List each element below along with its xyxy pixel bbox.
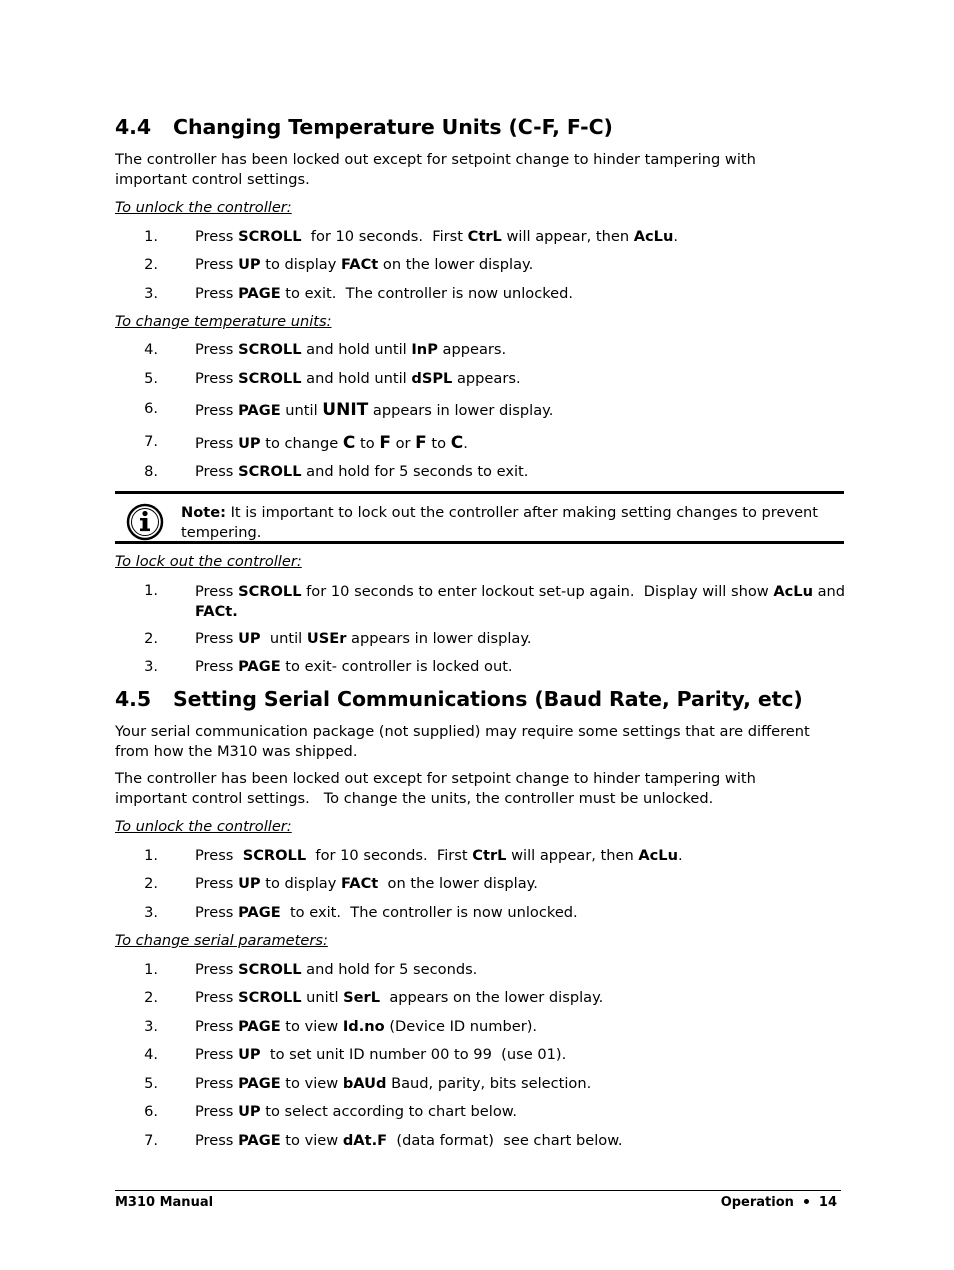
section-number: 4.4	[115, 115, 152, 139]
subheading-change-units: To change temperature units:	[115, 313, 332, 330]
section-number: 4.5	[115, 687, 152, 711]
info-icon	[125, 502, 165, 546]
note-label: Note:	[181, 504, 226, 521]
section-intro-2: The controller has been locked out except for setpoint change to hinder tampering with important control settings. To change the units, the controller must be unlocked.	[115, 770, 761, 807]
section-intro: The controller has been locked out except for setpoint change to hinder tampering with important control settings.	[115, 151, 756, 188]
note-bottom-rule	[115, 541, 844, 544]
footer-manual-title: M310 Manual	[115, 1195, 214, 1210]
footer-page-info	[721, 1195, 837, 1210]
note-text: Note: It is important to lock out the controller after making setting changes to prevent tempering.	[181, 504, 819, 541]
footer-page-number: 14	[818, 1195, 837, 1210]
section-title: Changing Temperature Units (C-F, F-C)	[173, 115, 613, 139]
subheading-unlock: To unlock the controller:	[115, 818, 292, 835]
section-heading-4-4	[115, 115, 613, 139]
footer-rule	[115, 1190, 841, 1191]
section-title: Setting Serial Communications (Baud Rate, Parity, etc)	[173, 687, 803, 711]
subheading-lock: To lock out the controller:	[115, 553, 302, 570]
subheading-serial: To change serial parameters:	[115, 932, 328, 949]
section-intro-1: Your serial communication package (not supplied) may require some settings that are different from how the M310 was shipped.	[115, 723, 810, 760]
bullet-icon	[804, 1199, 809, 1204]
note-top-rule	[115, 491, 844, 494]
subheading-unlock: To unlock the controller:	[115, 199, 292, 216]
footer-section: Operation	[720, 1195, 794, 1210]
section-heading-4-5	[115, 687, 803, 711]
manual-page: 4.4 Changing Temperature Units (C-F, F-C) The controller has been locked out except for setpoint change to hinder tampering with important control settings. To unlock the controller: 1. Press SCROLL for 10 seconds. First CtrL will appear, then AcLu. 2. Press UP to display FACt on the lower display. 3. Press PAGE to exit. The controller is now unlocked. To change temperature units: 4. Press SCROLL and hold until InP appears. 5. Press SCROLL and hold until dSPL appears. 6. Press PAGE until UNIT appears in lower display. 7. Press UP to change C to F or F to C. 8. Press SCROLL and hold for 5 seconds to exit. Note: It is important to lock out the controller after making setting changes to prevent tempering. To lock out the controller: 1. Press SCROLL for 10 seconds to enter lockout set-up again. Display will show AcLu and FACt. 2. Press UP until USEr appears in lower display. 3. Press PAGE to exit- controller is locked out. 4.5 Setting Serial Communications (Baud Rate, Parity, etc) Your serial communication package (not supplied) may require some settings that are different from how the M310 was shipped. The controller has been locked out except for setpoint change to hinder tampering with important control settings. To change the units, the controller must be unlocked. To unlock the controller: 1. Press SCROLL for 10 seconds. First CtrL will appear, then AcLu. 2. Press UP to display FACt on the lower display. 3. Press PAGE to exit. The controller is now unlocked. To change serial parameters: 1. Press SCROLL and hold for 5 seconds. 2. Press SCROLL unitl SerL appears on the lower display. 3. Press PAGE to view Id.no (Device ID number). 4. Press UP to set unit ID number 00 to 99 (use 01). 5. Press PAGE to view bAUd Baud, parity, bits selection. 6. Press UP to select according to chart below. 7. Press PAGE to view dAt.F (data format) see chart below. M310 Manual Operation 14	[115, 115, 846, 1210]
